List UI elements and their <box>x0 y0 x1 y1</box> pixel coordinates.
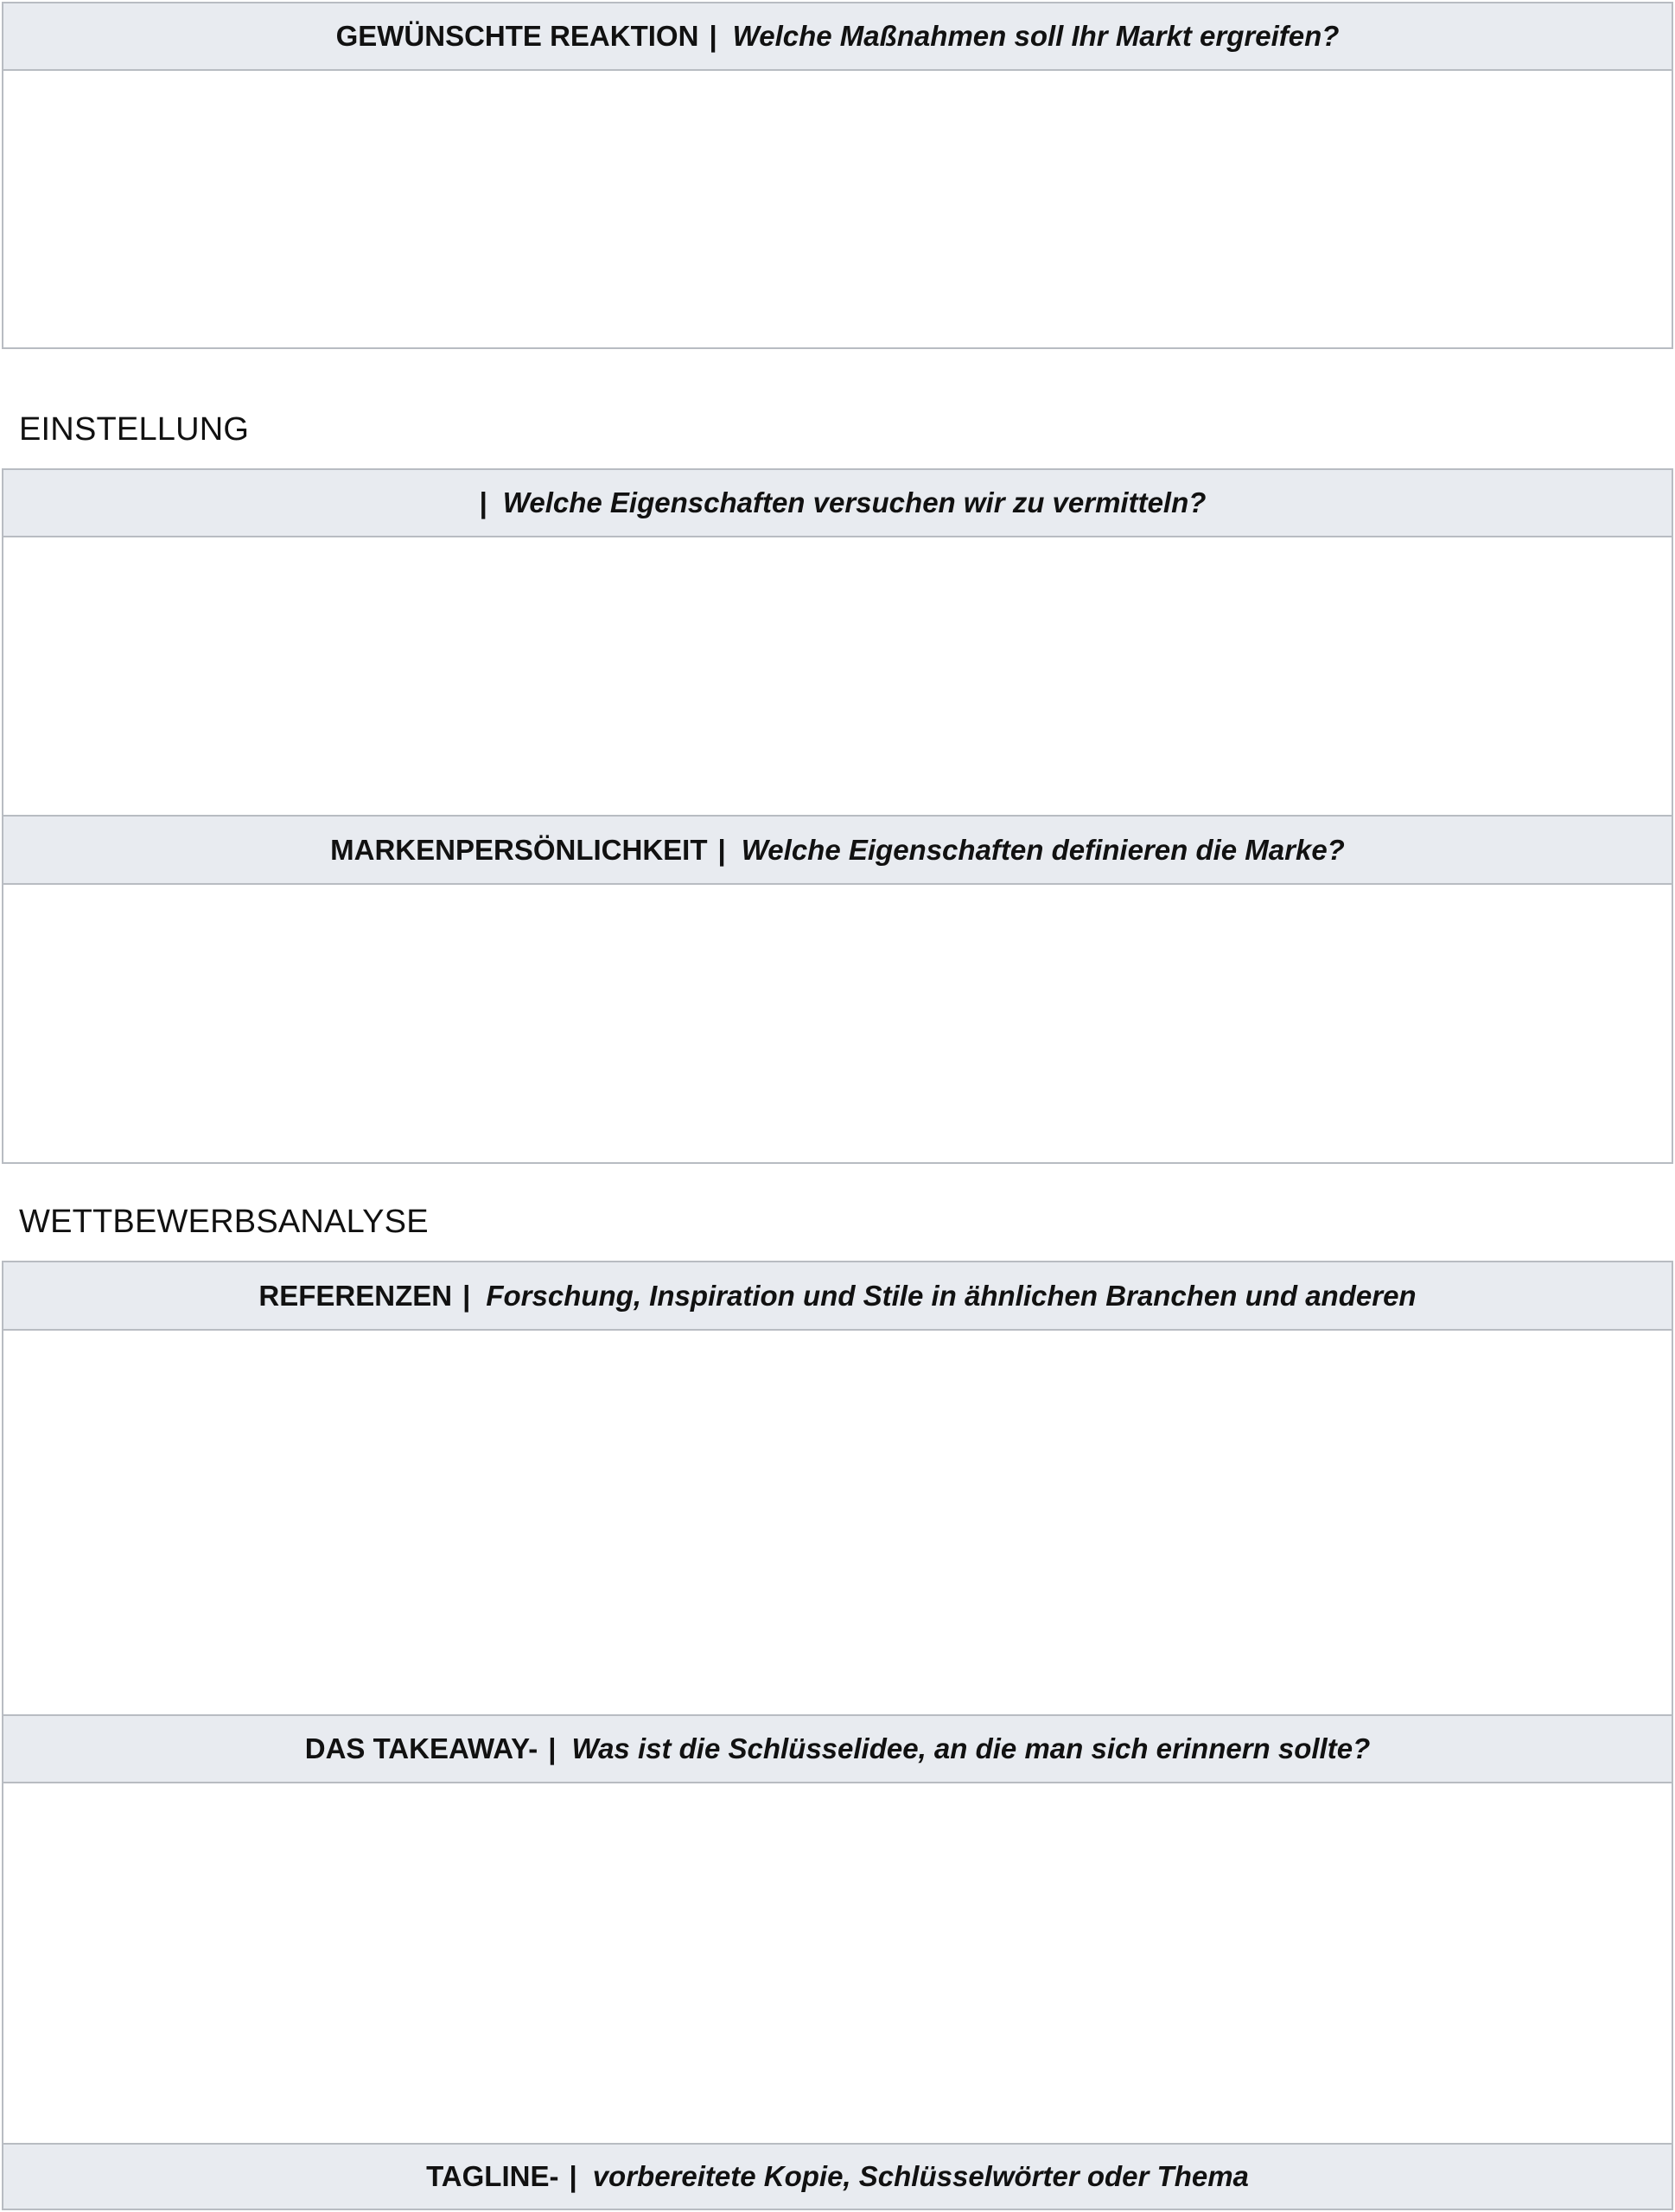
header-separator: | <box>709 20 717 52</box>
header-gewuenschte-reaktion <box>2 2 1673 71</box>
header-takeaway <box>2 1714 1673 1783</box>
header-separator: | <box>479 486 487 518</box>
header-markenpersoenlichkeit <box>2 815 1673 885</box>
input-area-takeaway[interactable] <box>2 1782 1673 2145</box>
header-question: Welche Maßnahmen soll Ihr Markt ergreifen? <box>732 20 1340 52</box>
header-label: TAGLINE- <box>426 2160 559 2192</box>
header-label: DAS TAKEAWAY- <box>304 1732 538 1764</box>
header-einstellung <box>2 468 1673 537</box>
input-area-markenpersoenlichkeit[interactable] <box>2 883 1673 1164</box>
header-separator: | <box>548 1732 557 1764</box>
section-title-einstellung: EINSTELLUNG <box>19 411 250 448</box>
header-label: GEWÜNSCHTE REAKTION <box>335 20 699 52</box>
header-separator: | <box>569 2160 577 2192</box>
header-label: MARKENPERSÖNLICHKEIT <box>330 833 708 866</box>
input-area-einstellung[interactable] <box>2 536 1673 817</box>
header-question: vorbereitete Kopie, Schlüsselwörter oder Thema <box>592 2160 1249 2192</box>
header-question: Was ist die Schlüsselidee, an die man sich erinnern sollte? <box>571 1732 1371 1764</box>
header-separator: | <box>462 1279 471 1312</box>
header-question: Forschung, Inspiration und Stile in ähnlichen Branchen und anderen <box>486 1279 1417 1312</box>
header-question: Welche Eigenschaften definieren die Marke? <box>741 833 1345 866</box>
section-title-wettbewerbsanalyse: WETTBEWERBSANALYSE <box>19 1204 429 1240</box>
header-separator: | <box>717 833 726 866</box>
header-label: REFERENZEN <box>258 1279 453 1312</box>
input-area-referenzen[interactable] <box>2 1329 1673 1716</box>
header-referenzen <box>2 1261 1673 1331</box>
header-tagline <box>2 2143 1673 2210</box>
header-question: Welche Eigenschaften versuchen wir zu vermitteln? <box>502 486 1207 518</box>
input-area-gewuenschte-reaktion[interactable] <box>2 69 1673 349</box>
